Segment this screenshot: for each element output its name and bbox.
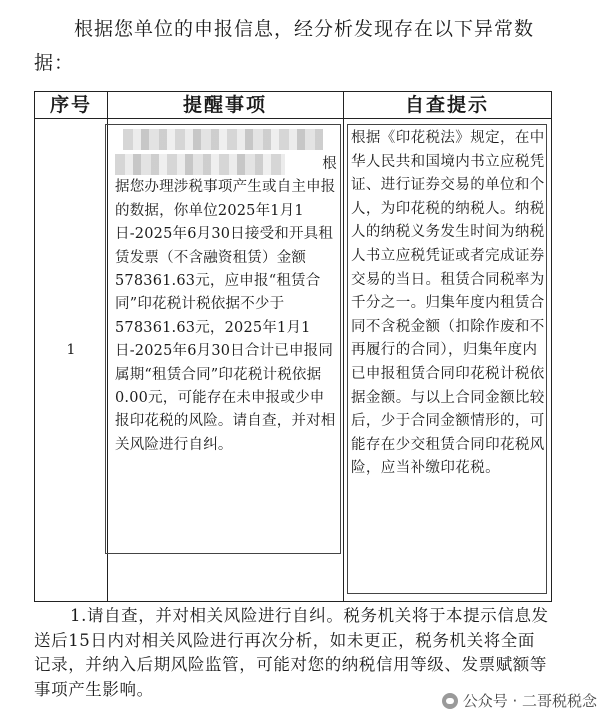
- anomaly-table: [34, 91, 552, 602]
- header-seq: 序号: [49, 94, 92, 116]
- self-check-hint-cell: 根据《印花税法》规定，在中华人民共和国境内书立应税凭证、进行证券交易的单位和个人，为印花税的纳税人。纳税人的纳税义务发生时间为纳税人书立应税凭证或者完成证券交易的当日。租赁合同税率为千分之一。归集年度内租赁合同不含税金额（扣除作废和不再履行的合同），归集年度内已申报租赁合同印花税计税依据金额。与以上合同金额比较后，少于合同金额情形的，可能存在少交租赁合同印花税风险，应当补缴印花税。: [351, 130, 545, 477]
- footer-note: 1.请自查，并对相关风险进行自纠。税务机关将于本提示信息发送后15日内对相关风险进行再次分析，如未更正，税务机关将全面记录，并纳入后期风险监管，可能对您的纳税信用等级、发票赋额等事项产生影响。: [34, 606, 549, 699]
- header-reminder: 提醒事项: [182, 94, 267, 116]
- redacted-block: [123, 129, 323, 150]
- header-divider: [35, 118, 551, 119]
- redacted-block: [115, 154, 285, 175]
- column-divider: [343, 92, 344, 601]
- watermark-text: 公众号 · 二哥税税念: [462, 692, 597, 710]
- reminder-cell: [115, 129, 337, 457]
- intro-paragraph: 根据您单位的申报信息，经分析发现存在以下异常数据：: [34, 18, 535, 74]
- wechat-official-account-icon: [442, 693, 458, 709]
- header-self-check: 自查提示: [404, 94, 489, 116]
- reminder-line1-tail: 根: [322, 156, 337, 172]
- watermark: [438, 689, 603, 712]
- row-seq-number: 1: [66, 342, 76, 358]
- reminder-text: 据您办理涉税事项产生或自主申报的数据，你单位2025年1月1日-2025年6月30日接受和开具租赁发票（不含融资租赁）金额578361.63元，应申报“租赁合同”印花税计税依据不少于578361.63元，2025年1月1日-2025年6月30日合计已申报同属期“租赁合同”印花税计税依据0.00元，可能存在未申报或少申报印花税的风险。请自查，并对相关风险进行自纠。: [115, 179, 336, 453]
